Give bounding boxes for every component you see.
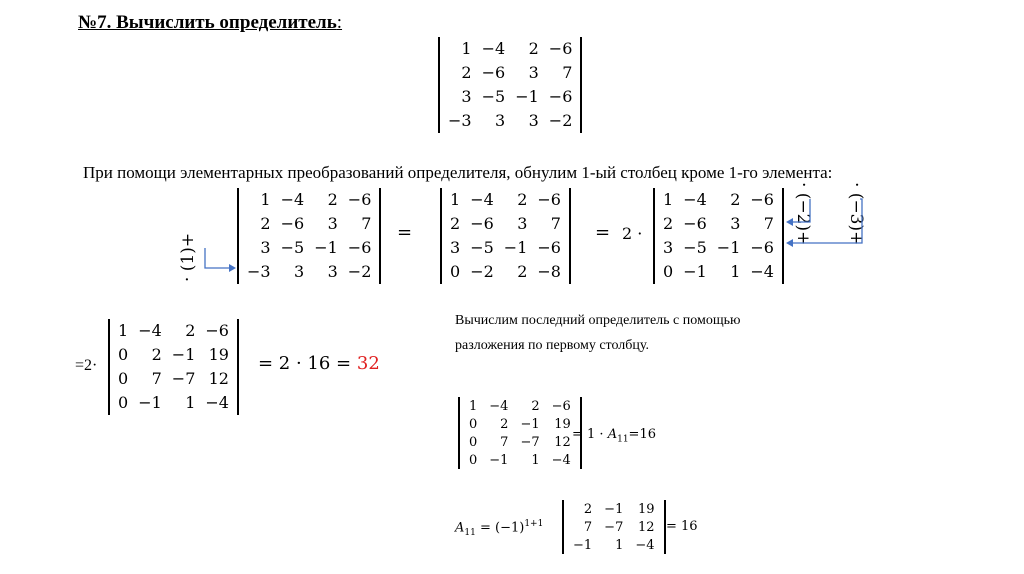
matrix-row — [113, 367, 234, 391]
matrix-cell: 1 — [461, 39, 472, 58]
matrix-cell: 0 — [469, 416, 478, 432]
row-op-mult-minus3: · (−3)+ — [846, 182, 866, 246]
matrix-cell: 0 — [469, 452, 478, 468]
matrix-cell: 12 — [637, 519, 655, 535]
title-text: №7. Вычислить определитель — [78, 12, 337, 33]
matrix-row — [567, 536, 661, 554]
matrix-cell: 1 — [118, 321, 129, 340]
matrix-cell: −6 — [548, 87, 573, 106]
a11-A: A — [455, 520, 465, 536]
matrix-cell: −6 — [750, 238, 774, 257]
equals-sign-2: = — [595, 222, 611, 243]
small-result — [572, 427, 656, 445]
matrix-row — [463, 433, 577, 451]
a11-eq: = (−1) — [475, 520, 525, 536]
matrix-cell: 1 — [260, 190, 271, 209]
matrix-cell: 19 — [637, 501, 655, 517]
factor-two: 2 · — [622, 224, 643, 243]
arrowhead-2 — [786, 218, 793, 226]
matrix-cell: 2 — [151, 345, 162, 364]
matrix-cell: 1 — [730, 262, 741, 281]
matrix-cell: 2 — [583, 501, 593, 517]
matrix-cell: −7 — [520, 434, 540, 450]
matrix-cell: 1 — [615, 537, 624, 553]
matrix-cell: −4 — [683, 190, 707, 209]
matrix-cell: 1 — [185, 393, 196, 412]
matrix-row — [463, 415, 577, 433]
result-expression — [258, 353, 380, 374]
matrix-reduced-small — [458, 397, 582, 469]
row-op-mult-minus2: · (−2)+ — [793, 182, 813, 246]
matrix-cell: −4 — [481, 39, 506, 58]
small-result-prefix: = 1 · — [572, 427, 608, 442]
matrix-cell: −7 — [171, 369, 196, 388]
matrix-row — [113, 343, 234, 367]
matrix-cell: 1 — [450, 190, 461, 209]
matrix-row — [463, 397, 577, 415]
matrix-cell: 3 — [450, 238, 461, 257]
matrix-cell: −4 — [205, 393, 229, 412]
explain-line-2: разложения по первому столбцу. — [455, 338, 649, 353]
matrix-cell: 3 — [294, 262, 305, 281]
matrix-cell: −1 — [716, 238, 741, 257]
matrix-cell: −1 — [604, 501, 624, 517]
matrix-cell: −6 — [551, 398, 571, 414]
matrix-cell: 7 — [583, 519, 593, 535]
matrix-cell: −4 — [635, 537, 655, 553]
matrix-cell: −2 — [548, 111, 573, 130]
matrix-cell: 2 — [517, 262, 528, 281]
minor-result: = 16 — [666, 519, 698, 534]
matrix-cell: −6 — [537, 190, 561, 209]
matrix-cell: 7 — [763, 214, 774, 233]
matrix-cell: −2 — [470, 262, 494, 281]
matrix-cell: 3 — [528, 111, 539, 130]
matrix-cell: −1 — [171, 345, 196, 364]
arrow-minus2-bracket — [792, 199, 810, 222]
matrix-cell: 0 — [118, 393, 129, 412]
matrix-cell: 1 — [531, 452, 540, 468]
small-result-suffix: =16 — [628, 427, 656, 442]
result-value: 32 — [356, 353, 380, 374]
matrix-cell: 3 — [260, 238, 271, 257]
matrix-cell: −6 — [280, 214, 305, 233]
matrix-cell: −1 — [503, 238, 528, 257]
matrix-cell: −4 — [138, 321, 162, 340]
matrix-cell: −5 — [481, 87, 506, 106]
matrix-cell: −1 — [520, 416, 540, 432]
matrix-cell: −6 — [205, 321, 229, 340]
matrix-cell: −4 — [470, 190, 494, 209]
matrix-cell: −7 — [604, 519, 624, 535]
matrix-cell: −5 — [683, 238, 707, 257]
matrix-cell: 12 — [208, 369, 229, 388]
matrix-cell: 3 — [327, 214, 338, 233]
matrix-cell: −4 — [489, 398, 509, 414]
matrix-reduced — [108, 319, 239, 415]
matrix-cell: −3 — [247, 262, 271, 281]
matrix-cell: −6 — [470, 214, 494, 233]
matrix-cell: −6 — [683, 214, 707, 233]
a11-expression — [455, 519, 543, 538]
matrix-cell: 3 — [528, 63, 539, 82]
matrix-cell: −6 — [347, 238, 372, 257]
matrix-cell: 3 — [663, 238, 674, 257]
prefix-eq-two: =2· — [75, 357, 98, 374]
matrix-cell: −4 — [280, 190, 305, 209]
matrix-cell: 3 — [517, 214, 528, 233]
matrix-cell: −6 — [537, 238, 561, 257]
matrix-row — [463, 451, 577, 469]
row-op-mult-one: · (1)+ — [178, 232, 198, 282]
matrix-cell: 7 — [550, 214, 561, 233]
matrix-cell: 2 — [185, 321, 196, 340]
a11-sub: 11 — [464, 527, 476, 538]
result-expression-text: = 2 · 16 = — [258, 353, 352, 374]
matrix-cell: 1 — [469, 398, 478, 414]
matrix-cell: 3 — [461, 87, 472, 106]
matrix-table — [567, 500, 661, 554]
matrix-cell: 2 — [461, 63, 472, 82]
matrix-cell: 0 — [663, 262, 674, 281]
matrix-cell: 0 — [118, 345, 129, 364]
matrix-cell: 3 — [495, 111, 506, 130]
matrix-cell: −8 — [537, 262, 561, 281]
matrix-row — [567, 518, 661, 536]
matrix-cell: 1 — [663, 190, 674, 209]
matrix-cell: −1 — [515, 87, 539, 106]
matrix-table — [463, 397, 577, 469]
matrix-cell: 2 — [663, 214, 674, 233]
matrix-row — [567, 500, 661, 518]
arrow-minus3-bracket — [792, 199, 862, 243]
arrow-left-bracket — [205, 248, 232, 268]
matrix-cell: 0 — [469, 434, 478, 450]
matrix-cell: −5 — [470, 238, 494, 257]
matrix-cell: −1 — [683, 262, 707, 281]
arrowhead-3 — [786, 239, 793, 247]
matrix-cell: 2 — [517, 190, 528, 209]
instruction-text: При помощи элементарных преобразований определителя, обнулим 1-ый столбец кроме 1-го элемента: — [83, 163, 833, 182]
matrix-row — [113, 319, 234, 343]
matrix-cell: −1 — [573, 537, 593, 553]
title-colon: : — [336, 12, 343, 33]
explain-line-1: Вычислим последний определитель с помощью — [455, 313, 741, 328]
matrix-cell: 7 — [500, 434, 509, 450]
matrix-cell: −1 — [489, 452, 509, 468]
matrix-cell: −4 — [551, 452, 571, 468]
small-result-sub: 11 — [617, 434, 629, 445]
matrix-cell: −2 — [347, 262, 372, 281]
matrix-cell: −1 — [138, 393, 162, 412]
matrix-cell: −5 — [280, 238, 305, 257]
a11-exp: 1+1 — [524, 519, 544, 529]
matrix-cell: 0 — [118, 369, 129, 388]
matrix-cell: −6 — [548, 39, 573, 58]
matrix-cell: 7 — [151, 369, 162, 388]
matrix-cell: 2 — [450, 214, 461, 233]
matrix-cell: 2 — [528, 39, 539, 58]
matrix-cell: −3 — [448, 111, 472, 130]
matrix-minor — [562, 500, 666, 554]
matrix-cell: −6 — [481, 63, 506, 82]
matrix-cell: −4 — [750, 262, 774, 281]
matrix-cell: 19 — [208, 345, 229, 364]
matrix-cell: 2 — [327, 190, 338, 209]
matrix-cell: 12 — [554, 434, 571, 450]
matrix-table — [113, 319, 234, 415]
matrix-cell: 2 — [531, 398, 540, 414]
matrix-cell: −6 — [347, 190, 372, 209]
matrix-cell: 2 — [730, 190, 741, 209]
matrix-cell: −6 — [750, 190, 774, 209]
small-result-A: A — [607, 427, 618, 442]
arrowhead-1 — [229, 264, 236, 272]
matrix-cell: −1 — [314, 238, 338, 257]
matrix-row — [113, 391, 234, 415]
matrix-cell: 2 — [260, 214, 271, 233]
matrix-cell: 7 — [361, 214, 372, 233]
matrix-cell: 19 — [554, 416, 571, 432]
matrix-cell: 3 — [327, 262, 338, 281]
matrix-cell: 2 — [500, 416, 509, 432]
equals-sign-1: = — [397, 222, 413, 243]
matrix-cell: 7 — [562, 63, 573, 82]
matrix-cell: 3 — [730, 214, 741, 233]
matrix-cell: 0 — [450, 262, 461, 281]
